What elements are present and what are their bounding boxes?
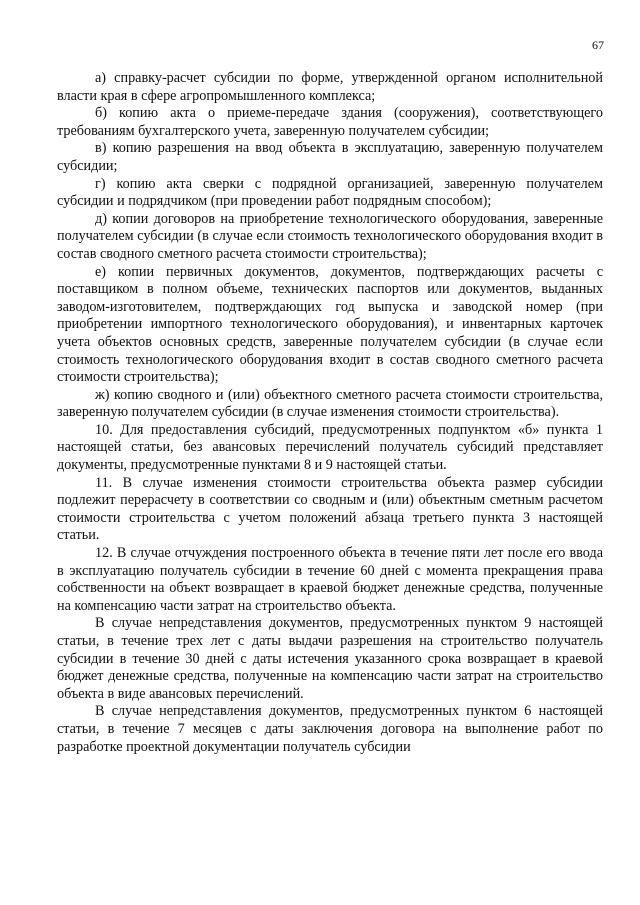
paragraph-d-equipment-contracts: д) копии договоров на приобретение технологического оборудования, заверенные получателем субсидии (в случае если стоимость технологического оборудования входит в состав сводного сметного расчета стоимости строительства); <box>57 210 603 262</box>
page-number: 67 <box>592 38 604 52</box>
paragraph-b-acceptance-act: б) копию акта о приеме-передаче здания (сооружения), соответствующего требованиям бухгалтерского учета, заверенную получателем субсидии; <box>57 105 603 139</box>
paragraph-12: 12. В случае отчуждения построенного объекта в течение пяти лет после его ввода в эксплуатацию получатель субсидии в течение 60 дней с момента прекращения права собственности на объект возвращает в краевой бюджет денежные средства, полученные на компенсацию части затрат на строительство объекта. <box>57 545 603 614</box>
paragraph-a-subsidy-calculation: а) справку-расчет субсидии по форме, утвержденной органом исполнительной власти края в сфере агропромышленного комплекса; <box>57 70 603 104</box>
paragraph-non-submission-item-9: В случае непредставления документов, предусмотренных пунктом 9 настоящей статьи, в течение трех лет с даты выдачи разрешения на строительство получатель субсидии в течение 30 дней с даты истечения указанного срока возвращает в краевой бюджет денежные средства, полученные на компенсацию части затрат на строительство объекта в виде авансовых перечислений. <box>57 615 603 702</box>
paragraph-11: 11. В случае изменения стоимости строительства объекта размер субсидии подлежит перерасчету в соответствии со сводным и (или) объектным сметным расчетом стоимости строительства с учетом положений абзаца третьего пункта 3 настоящей статьи. <box>57 474 603 544</box>
paragraph-zh-estimate-copy: ж) копию сводного и (или) объектного сметного расчета стоимости строительства, заверенную получателем субсидии (в случае изменения стоимости строительства). <box>57 386 603 421</box>
paragraph-v-commissioning-permit: в) копию разрешения на ввод объекта в эксплуатацию, заверенную получателем субсидии; <box>57 140 603 174</box>
paragraph-non-submission-item-6: В случае непредставления документов, предусмотренных пунктом 6 настоящей статьи, в течение 7 месяцев с даты заключения договора на выполнение работ по разработке проектной документации получатель субсидии <box>57 703 603 755</box>
document-body <box>57 70 603 756</box>
paragraph-e-primary-documents: е) копии первичных документов, документов, подтверждающих расчеты с поставщиком в полном объеме, технических паспортов или документов, выданных заводом-изготовителем, подтверждающих год выпуска и заводской номер (при приобретении импортного технологического оборудования), и инвентарных карточек учета объектов основных средств, заверенные получателем субсидии (в случае если стоимость технологического оборудования входит в состав сводного сметного расчета стоимости строительства); <box>57 263 603 386</box>
paragraph-g-reconciliation-act: г) копию акта сверки с подрядной организацией, заверенную получателем субсидии и подрядчиком (при проведении работ подрядным способом); <box>57 175 603 210</box>
paragraph-10: 10. Для предоставления субсидий, предусмотренных подпунктом «б» пункта 1 настоящей статьи, без авансовых перечислений получатель субсидий представляет документы, предусмотренные пунктами 8 и 9 настоящей статьи. <box>57 421 603 474</box>
